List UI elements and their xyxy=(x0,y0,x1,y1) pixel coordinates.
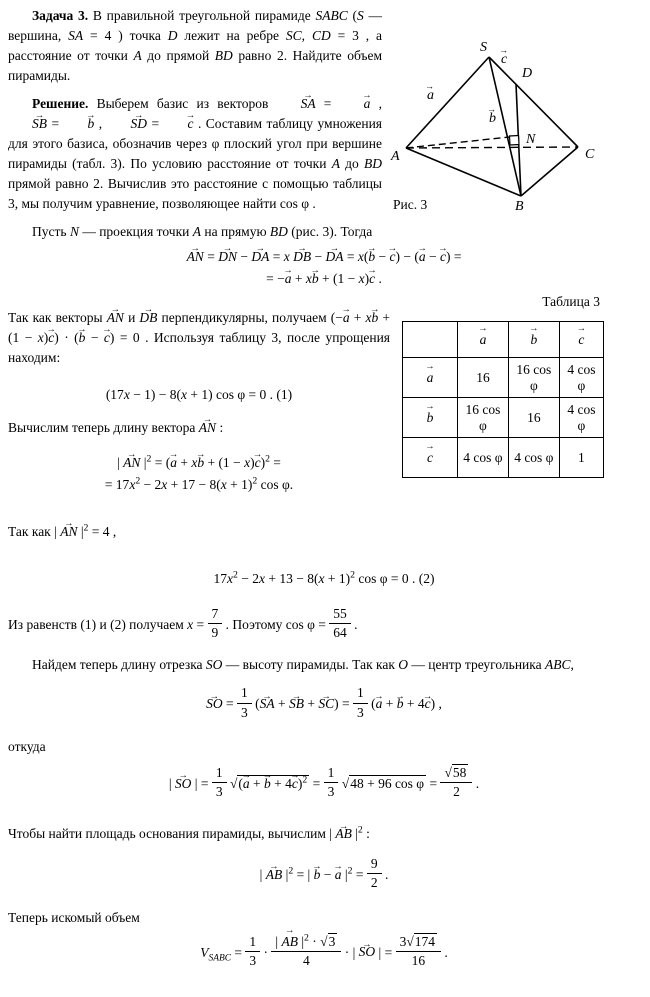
pyramid-figure xyxy=(388,6,640,218)
equation-an-line1: → AN = → DN − → DA = x → DB − → DA = x(→ b − → c) − (→ a − → c) = xyxy=(8,246,640,268)
edge-ab xyxy=(406,148,521,196)
vertex-label-b: B xyxy=(515,199,524,214)
table-col-header: → c xyxy=(559,322,603,358)
equation-an-squared-line2: = $17x^2 - 2x + 17 - 8(x + 1)^2$ cos φ. xyxy=(104,475,294,492)
edge-ac-dashed xyxy=(406,147,578,148)
paragraph-whence: откуда xyxy=(8,738,46,754)
edge-sa xyxy=(406,57,489,148)
paragraph-length-an: Вычислим теперь длину вектора → AN : xyxy=(8,418,640,438)
table-row-header: → c xyxy=(403,438,458,478)
segment-an-dashed xyxy=(406,137,514,149)
table-cell: 16 xyxy=(458,358,509,398)
equation-an-line2: = −→ a + x→ b + (1 − x)→ c . xyxy=(8,268,640,290)
vertex-label-c: C xyxy=(585,147,595,162)
vector-arrow-c-icon: → xyxy=(499,45,508,55)
equation-so-length: | → SO | = $\frac{1}{3}$ √(→ a + → b + 4→ c)$^2$ = $\frac{1}{3}$ √48 + 96 cos φ = $\frac{√58}{2}$ . xyxy=(8,767,640,802)
edge-sb xyxy=(489,57,521,196)
table-cell: 4 cos φ xyxy=(559,358,603,398)
multiplication-table-body xyxy=(403,322,604,478)
table-col-header: → a xyxy=(458,322,509,358)
vector-arrow-b-icon: → xyxy=(487,104,496,114)
paragraph-an-equals-4: Так как | → AN $|^2 = 4$ , xyxy=(8,522,640,542)
table-row-header: → b xyxy=(403,398,458,438)
paragraph-perpendicular: Так как векторы → AN и → DB перпендикулярны, получаем (−→ a + x→ b + (1 − x)→ c) · (→ b − → c) = 0 . Используя таблицу 3, после упрощения находим: xyxy=(8,308,640,368)
figure-caption: Рис. 3 xyxy=(393,197,428,212)
paragraph-height-so: Найдем теперь длину отрезка SO — высоту пирамиды. Так как O — центр треугольника ABC, xyxy=(32,657,574,673)
paragraph-solution-basis: Решение. Выберем базис из векторов → SA = → a , → SB = → b , → SD = → c . Составим таблицу умножения для этого базиса, обозначив через φ плоский угол при вершине пирамиды (табл. 3). По условию расстояние от точки A до BD прямой равно 2. Вычислив это расстояние с помощью таблицы 3, мы получим уравнение, позволяющее найти cos φ . xyxy=(8,94,640,214)
figure-3-container xyxy=(388,6,640,236)
edge-bc xyxy=(521,147,578,196)
equation-volume: $V_{SABC}$ = $\frac{1}{3}$ · $\frac{| \to AB |^2 \cdot √3}{4}$ · | → SO | = $\frac{3√174}{16}$ . xyxy=(8,936,640,971)
table-cell: 4 cos φ xyxy=(508,438,559,478)
table-corner-cell xyxy=(403,322,458,358)
multiplication-table xyxy=(402,321,604,478)
equation-ab-squared: | → AB $|^2$ = | → b − → a $|^2$ = $\frac{9}{2}$ . xyxy=(8,858,640,893)
paragraph-problem: Задача 3. В правильной треугольной пирамиде SABC (S — вершина, SA = 4 ) точка D лежит на ребре SC, CD = 3 , а расстояние от точки A до прямой BD равно 2. Найдите объем пирамиды. xyxy=(8,8,383,83)
table-3-container xyxy=(402,292,604,478)
table-row xyxy=(403,438,604,478)
table-caption: Таблица 3 xyxy=(542,294,600,309)
equation-so-vector: → SO = $\frac{1}{3}$ (→ SA + → SB + → SC) = $\frac{1}{3}$ (→ a + → b + 4→ c) , xyxy=(8,687,640,722)
table-col-header: → b xyxy=(508,322,559,358)
paragraph-x-and-cos: Из равенств (1) и (2) получаем x = $\frac{7}{9}$ . Поэтому cos φ = $\frac{55}{64}$ . xyxy=(8,606,358,641)
paragraph-projection: Пусть N — проекция точки A на прямую BD (рис. 3). Тогда xyxy=(32,224,373,239)
point-label-n: N xyxy=(526,132,536,147)
vector-label-b: b xyxy=(489,111,496,126)
equation-an-squared-line1: | → AN $|^2$ = (→ a + x→ b + (1 − x)→ c)$^2$ = xyxy=(8,452,640,474)
vertex-label-a: A xyxy=(391,149,400,164)
equation-2: $17x^2 - 2x + 13 - 8(x + 1)^2$ cos φ = 0 . (2) xyxy=(213,569,435,586)
vector-arrow-a-icon: → xyxy=(425,81,434,91)
table-row xyxy=(403,398,604,438)
table-cell: 16 cos φ xyxy=(458,398,509,438)
table-cell: 4 cos φ xyxy=(458,438,509,478)
vertex-label-d: D xyxy=(522,66,533,81)
paragraph-base-area: Чтобы найти площадь основания пирамиды, вычислим | → AB $|^2$ : xyxy=(8,824,640,844)
paragraph-volume-intro: Теперь искомый объем xyxy=(8,909,140,925)
table-row-header: → a xyxy=(403,358,458,398)
table-cell: 16 xyxy=(508,398,559,438)
vertex-label-s: S xyxy=(480,40,487,55)
table-cell: 4 cos φ xyxy=(559,398,603,438)
right-angle-marker xyxy=(510,136,520,146)
table-cell: 16 cos φ xyxy=(508,358,559,398)
table-cell: 1 xyxy=(559,438,603,478)
equation-1: (17x − 1) − 8(x + 1) cos φ = 0 . (1) xyxy=(105,387,293,402)
table-row xyxy=(403,358,604,398)
equation-an-expansion xyxy=(8,246,640,290)
vector-label-a: a xyxy=(427,88,434,103)
vector-label-c: c xyxy=(501,52,508,67)
